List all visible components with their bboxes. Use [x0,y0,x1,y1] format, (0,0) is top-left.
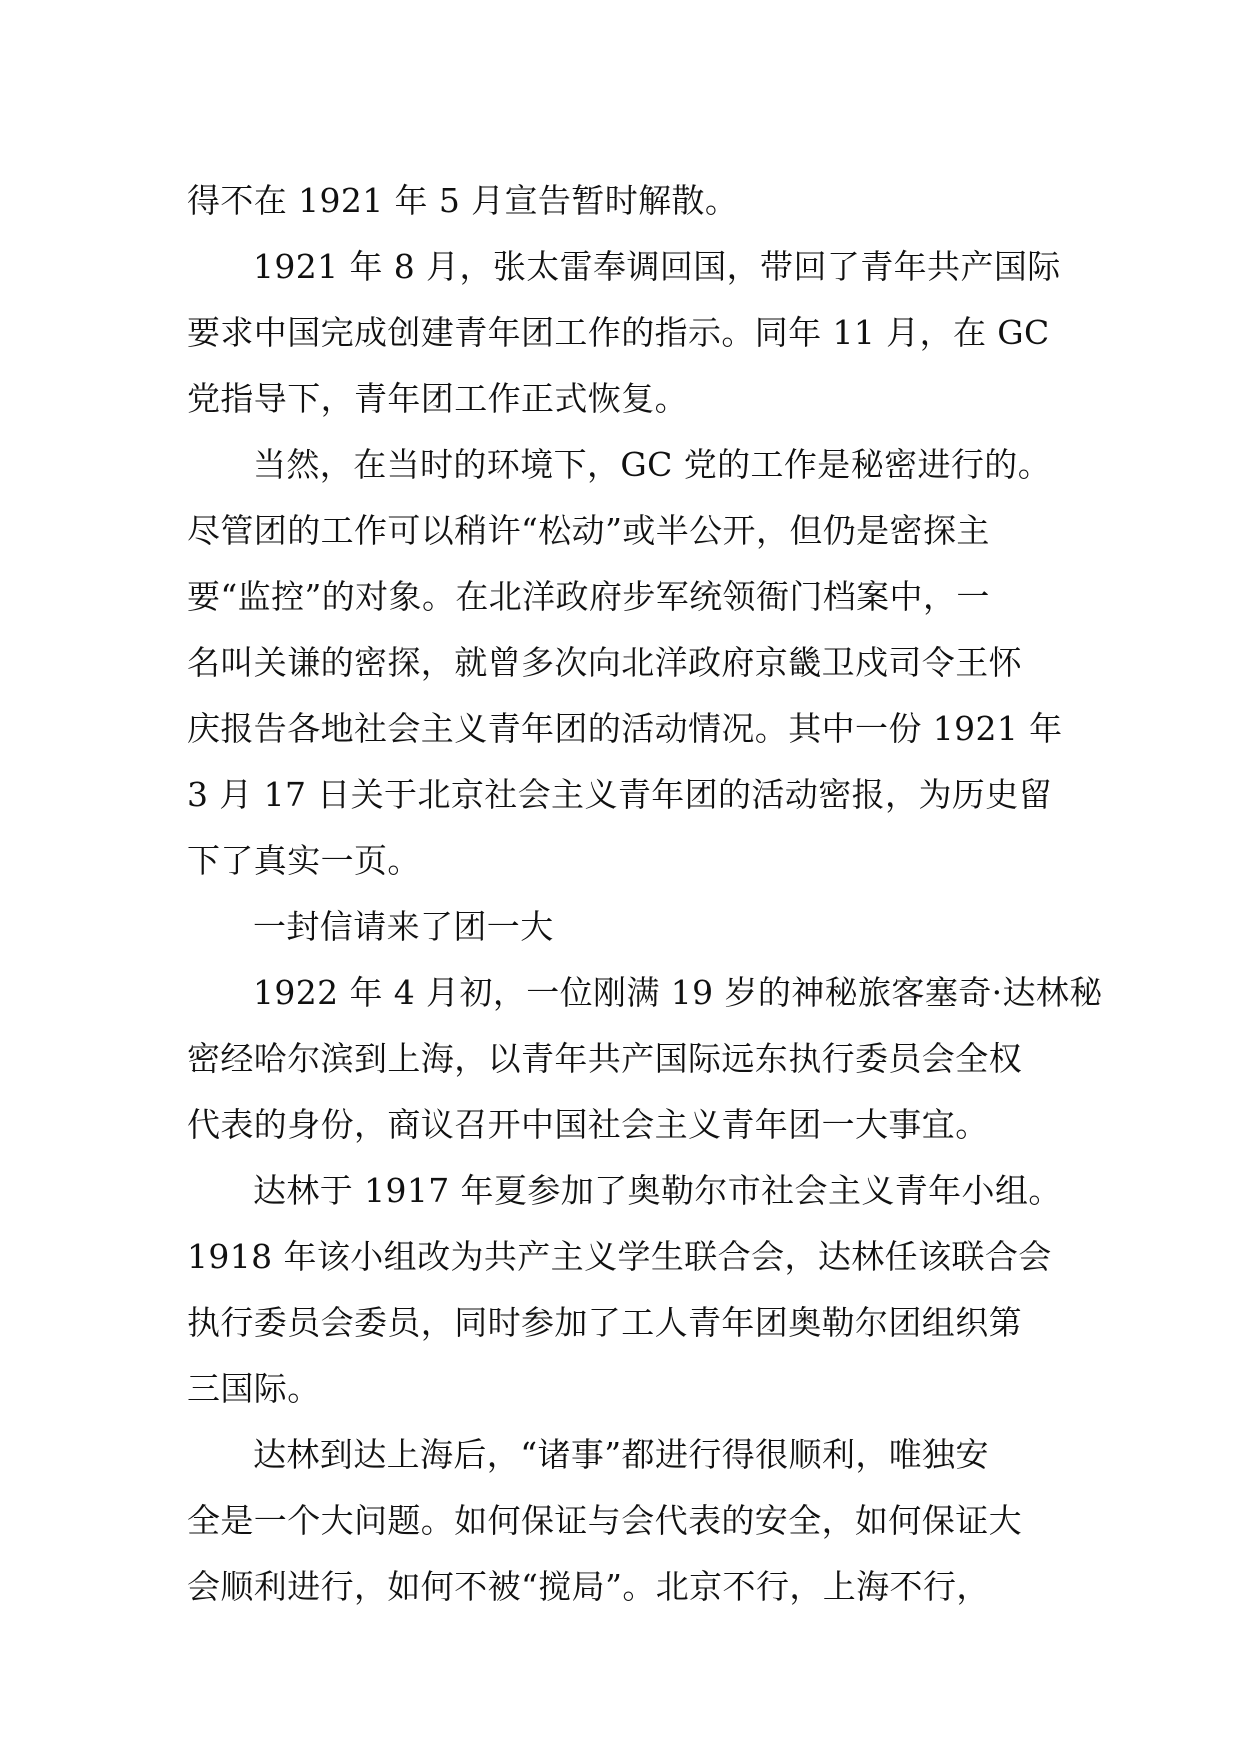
text-line-10: 3 月 17 日关于北京社会主义青年团的活动密报，为历史留 [187,775,1053,814]
text-line-1: 得不在 1921 年 5 月宣告暂时解散。 [187,181,739,220]
text-line-5: 当然，在当时的环境下，GC 党的工作是秘密进行的。 [253,445,1052,484]
text-line-11: 下了真实一页。 [187,841,421,880]
text-line-8: 名叫关谦的密探，就曾多次向北洋政府京畿卫戍司令王怀 [187,643,1022,682]
text-line-4: 党指导下，青年团工作正式恢复。 [187,379,688,418]
text-line-9: 庆报告各地社会主义青年团的活动情况。其中一份 1921 年 [187,709,1063,748]
text-line-19: 三国际。 [187,1369,321,1408]
text-line-2: 1921 年 8 月，张太雷奉调回国，带回了青年共产国际 [253,247,1061,286]
text-line-17: 1918 年该小组改为共产主义学生联合会，达林任该联合会 [187,1237,1052,1276]
text-line-13: 1922 年 4 月初，一位刚满 19 岁的神秘旅客塞奇·达林秘 [253,973,1103,1012]
text-line-21: 全是一个大问题。如何保证与会代表的安全，如何保证大 [187,1501,1022,1540]
text-line-18: 执行委员会委员，同时参加了工人青年团奥勒尔团组织第 [187,1303,1022,1342]
text-line-22: 会顺利进行，如何不被“搅局”。北京不行，上海不行， [187,1567,990,1606]
text-line-16: 达林于 1917 年夏参加了奥勒尔市社会主义青年小组。 [253,1171,1062,1210]
text-line-15: 代表的身份，商议召开中国社会主义青年团一大事宜。 [187,1105,989,1144]
text-line-20: 达林到达上海后，“诸事”都进行得很顺利，唯独安 [253,1435,989,1474]
text-line-3: 要求中国完成创建青年团工作的指示。同年 11 月，在 GC [187,313,1050,352]
text-line-6: 尽管团的工作可以稍许“松动”或半公开，但仍是密探主 [187,511,990,550]
text-line-14: 密经哈尔滨到上海，以青年共产国际远东执行委员会全权 [187,1039,1022,1078]
text-line-7: 要“监控”的对象。在北洋政府步军统领衙门档案中，一 [187,577,990,616]
section-heading: 一封信请来了团一大 [253,907,554,946]
